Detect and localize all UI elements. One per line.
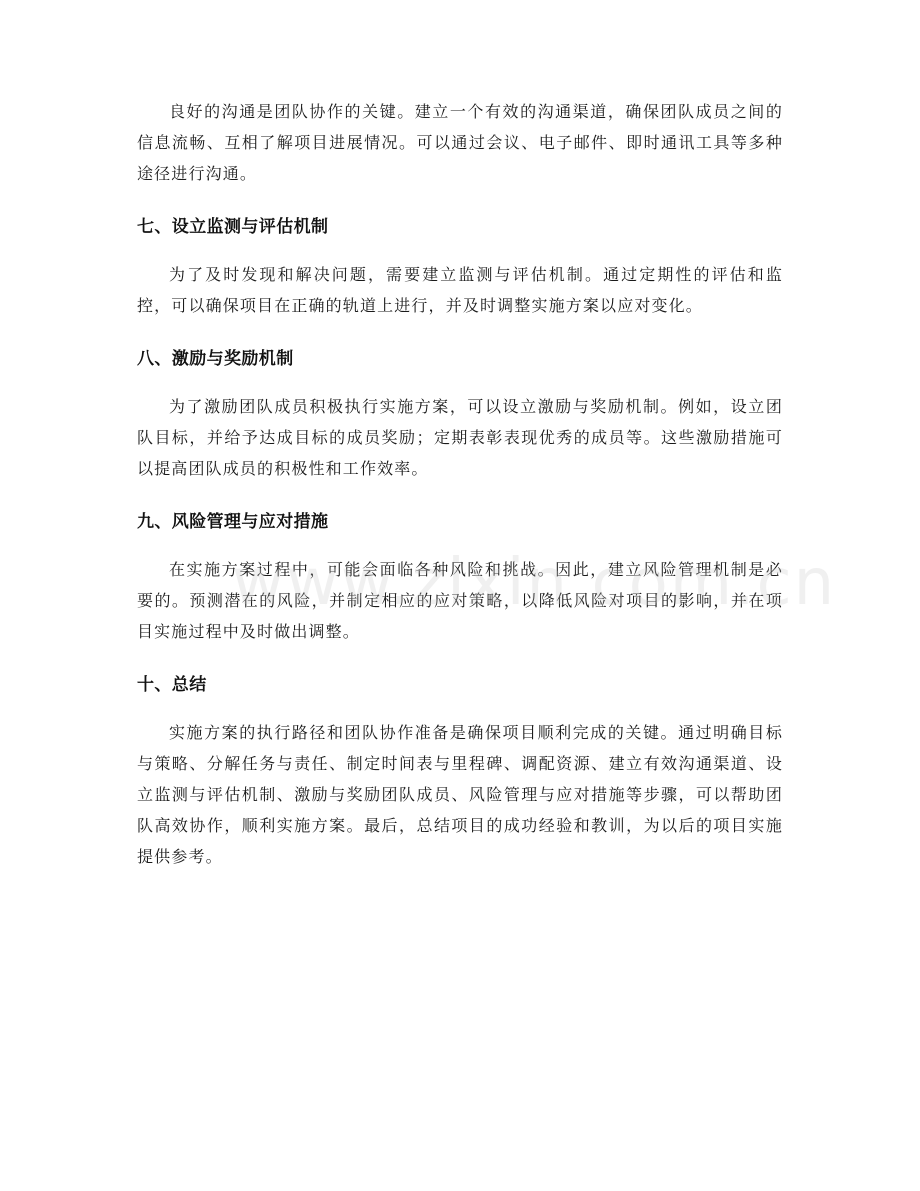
document-body — [137, 96, 783, 872]
paragraph-communication: 良好的沟通是团队协作的关键。建立一个有效的沟通渠道，确保团队成员之间的信息流畅、互相了解项目进展情况。可以通过会议、电子邮件、即时通讯工具等多种途径进行沟通。 — [137, 102, 783, 183]
paragraph-incentives: 为了激励团队成员积极执行实施方案，可以设立激励与奖励机制。例如，设立团队目标，并给予达成目标的成员奖励；定期表彰表现优秀的成员等。这些激励措施可以提高团队成员的积极性和工作效率。 — [137, 397, 783, 478]
heading-summary: 十、总结 — [137, 675, 207, 695]
heading-incentives: 八、激励与奖励机制 — [137, 349, 294, 369]
paragraph-monitoring: 为了及时发现和解决问题，需要建立监测与评估机制。通过定期性的评估和监控，可以确保项目在正确的轨道上进行，并及时调整实施方案以应对变化。 — [137, 265, 783, 315]
heading-monitoring: 七、设立监测与评估机制 — [137, 217, 329, 237]
heading-risk-management: 九、风险管理与应对措施 — [137, 512, 329, 532]
paragraph-risk-management: 在实施方案过程中，可能会面临各种风险和挑战。因此，建立风险管理机制是必要的。预测潜在的风险，并制定相应的应对策略，以降低风险对项目的影响，并在项目实施过程中及时做出调整。 — [137, 560, 783, 641]
paragraph-summary: 实施方案的执行路径和团队协作准备是确保项目顺利完成的关键。通过明确目标与策略、分解任务与责任、制定时间表与里程碑、调配资源、建立有效沟通渠道、设立监测与评估机制、激励与奖励团队成员、风险管理与应对措施等步骤，可以帮助团队高效协作，顺利实施方案。最后，总结项目的成功经验和教训，为以后的项目实施提供参考。 — [137, 723, 783, 866]
